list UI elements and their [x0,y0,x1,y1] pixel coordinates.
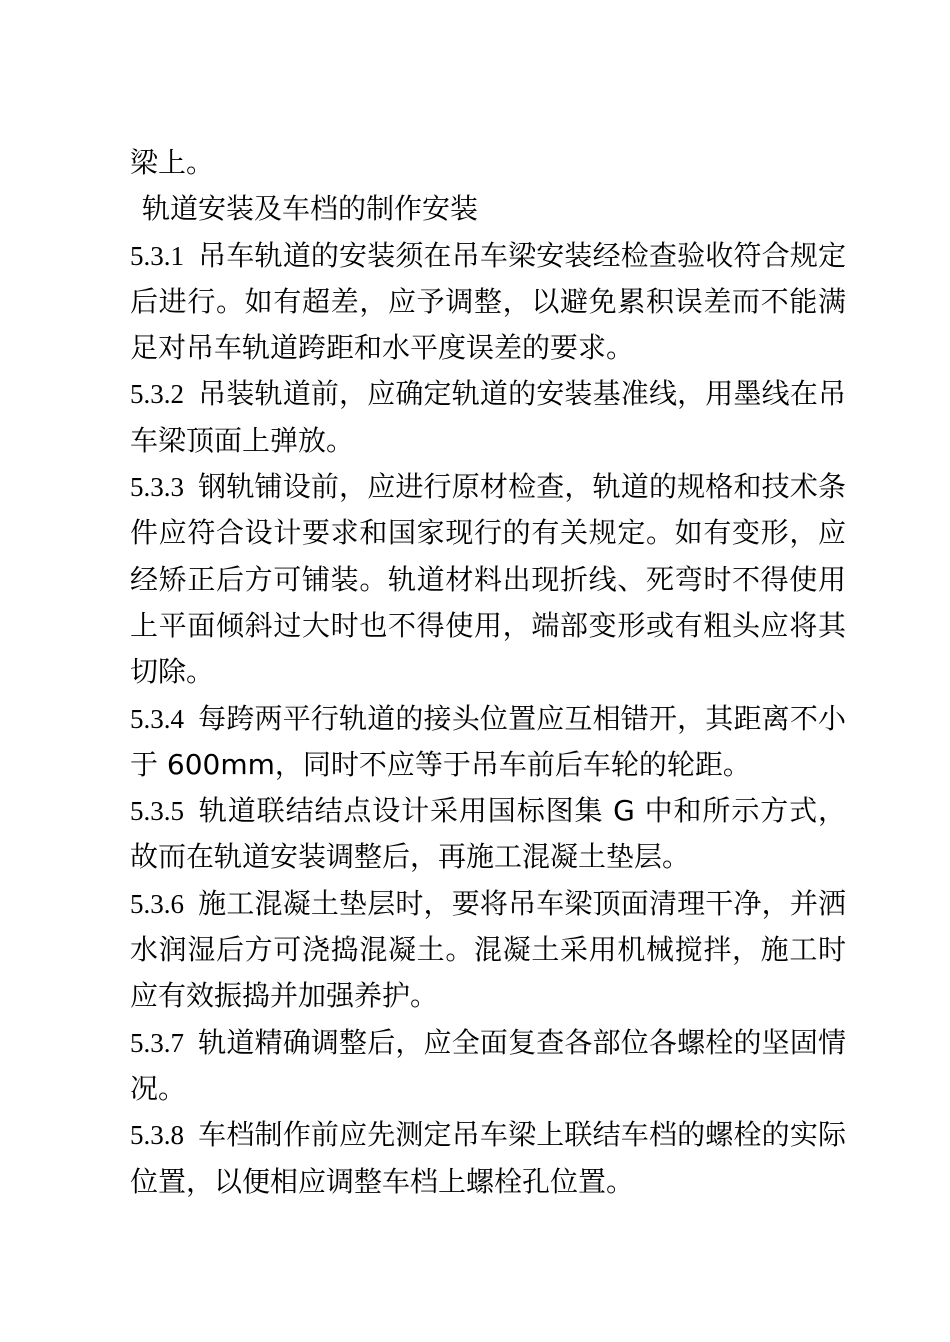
clause-text: 轨道精确调整后，应全面复查各部位各螺栓的坚固情况。 [130,1025,846,1105]
clause-5-3-6 [130,881,846,1020]
clause-5-3-4 [130,696,846,789]
clause-5-3-8 [130,1112,846,1205]
clause-number: 5.3.6 [130,888,184,919]
clause-number: 5.3.8 [130,1120,184,1151]
clause-number: 5.3.3 [130,472,184,503]
clause-number: 5.3.4 [130,703,184,734]
clause-5-3-7 [130,1020,846,1113]
clause-5-3-5 [130,788,846,881]
clause-number: 5.3.1 [130,240,184,271]
clause-text: 车档制作前应先测定吊车梁上联结车档的螺栓的实际位置，以便相应调整车档上螺栓孔位置。 [130,1118,846,1198]
clause-5-3-3 [130,464,846,695]
clause-text: 每跨两平行轨道的接头位置应互相错开，其距离不小于 600mm，同时不应等于吊车前后车轮的轮距。 [130,701,846,781]
section-heading: 轨道安装及车档的制作安装 [142,192,479,226]
clause-number: 5.3.5 [130,796,184,827]
clause-text: 轨道联结结点设计采用国标图集 G 中和所示方式，故而在轨道安装调整后，再施工混凝土垫层。 [130,794,846,874]
clause-text: 钢轨铺设前，应进行原材检查，轨道的规格和技术条件应符合设计要求和国家现行的有关规定。如有变形，应经矫正后方可铺装。轨道材料出现折线、死弯时不得使用上平面倾斜过大时也不得使用，端部变形或有粗头应将其切除。 [130,470,846,689]
clause-number: 5.3.2 [130,379,184,410]
clause-text: 吊车轨道的安装须在吊车梁安装经检查验收符合规定后进行。如有超差，应予调整，以避免累积误差而不能满足对吊车轨道跨距和水平度误差的要求。 [130,238,846,365]
clause-number: 5.3.7 [130,1027,184,1058]
clause-text: 吊装轨道前，应确定轨道的安装基准线，用墨线在吊车梁顶面上弹放。 [130,377,846,457]
document-body [130,140,846,1205]
clause-5-3-1 [130,233,846,372]
clause-5-3-2 [130,371,846,464]
clause-text: 施工混凝土垫层时，要将吊车梁顶面清理干净，并洒水润湿后方可浇捣混凝土。混凝土采用机械搅拌，施工时应有效振捣并加强养护。 [130,886,846,1013]
lead-text: 梁上。 [130,146,215,179]
